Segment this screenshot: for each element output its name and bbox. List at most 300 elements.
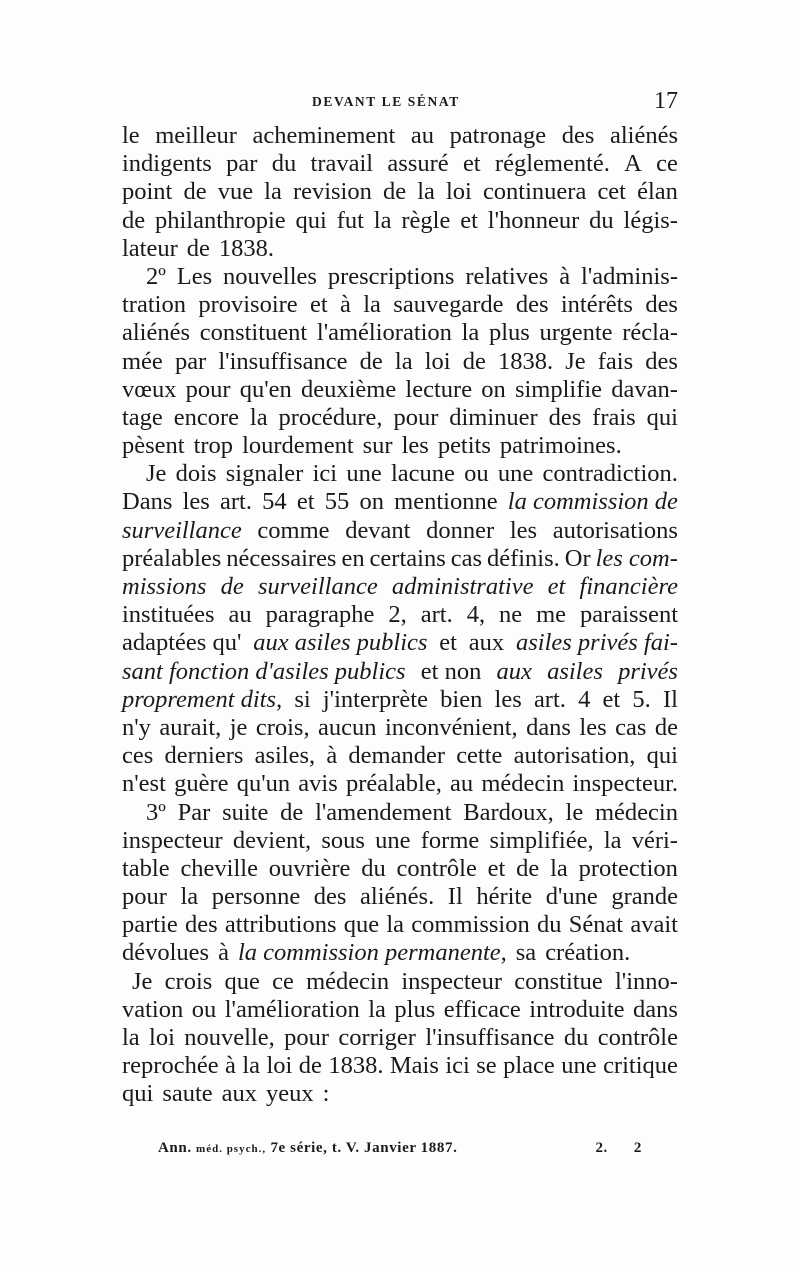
text-line bbox=[122, 1024, 678, 1052]
word: n'y bbox=[122, 713, 151, 741]
word: lacune bbox=[390, 460, 455, 488]
text-line bbox=[122, 291, 678, 319]
word: l'honneur bbox=[487, 206, 580, 234]
word: tration bbox=[122, 291, 186, 319]
word: inspecteur. bbox=[572, 770, 678, 798]
word: récla- bbox=[622, 319, 678, 347]
word: l'insuffisance bbox=[425, 1024, 555, 1051]
text-line bbox=[122, 517, 678, 545]
word: une bbox=[346, 460, 382, 488]
word: et bbox=[310, 291, 328, 319]
word: 1838. bbox=[328, 1052, 384, 1080]
word: des bbox=[561, 122, 595, 149]
text-line bbox=[122, 178, 678, 206]
running-title: DEVANT LE SÉNAT bbox=[312, 94, 460, 109]
word: surveillance bbox=[122, 516, 242, 544]
text-line bbox=[122, 319, 678, 347]
word: intérêts bbox=[560, 291, 633, 319]
word: plus bbox=[394, 995, 436, 1023]
word: préalables bbox=[122, 544, 222, 572]
text-line bbox=[122, 235, 678, 263]
word: constitue bbox=[514, 967, 603, 995]
word: grande bbox=[611, 883, 678, 911]
word: prescriptions bbox=[327, 262, 455, 290]
word: j'interprète bbox=[322, 685, 428, 713]
word: signaler bbox=[225, 460, 304, 488]
word: patronage bbox=[449, 122, 547, 149]
text-line bbox=[122, 404, 678, 432]
word: la bbox=[461, 319, 480, 347]
word: l'amélioration bbox=[316, 319, 452, 347]
text-line bbox=[122, 968, 678, 996]
text-line bbox=[122, 714, 678, 742]
word: au bbox=[228, 601, 252, 629]
word: des bbox=[548, 403, 582, 431]
text-line bbox=[122, 686, 678, 714]
word: la commission permanente, bbox=[237, 939, 507, 967]
word: l'inno- bbox=[614, 967, 678, 995]
word: et bbox=[487, 854, 506, 882]
word: dans bbox=[526, 713, 571, 741]
word: du bbox=[536, 911, 562, 939]
word: qu'un bbox=[236, 770, 291, 798]
word: 4 bbox=[578, 685, 591, 713]
word: donner bbox=[426, 516, 495, 544]
word: aucun bbox=[318, 713, 377, 741]
word: guère bbox=[174, 770, 229, 798]
word: reprochée bbox=[122, 1052, 219, 1080]
text-line bbox=[122, 573, 678, 601]
text-line bbox=[122, 432, 678, 460]
word: certains bbox=[369, 544, 446, 572]
word: la bbox=[249, 403, 268, 431]
text-line bbox=[122, 883, 678, 911]
word: et non bbox=[420, 657, 482, 685]
word: et bbox=[460, 206, 478, 234]
word: aux asiles publics bbox=[253, 629, 428, 657]
word: efficace bbox=[443, 995, 521, 1023]
word: paragraphe bbox=[265, 601, 375, 629]
word: la bbox=[242, 1052, 261, 1080]
word: crois, bbox=[255, 713, 310, 741]
word: du bbox=[361, 854, 386, 882]
word: médecin bbox=[306, 967, 390, 995]
word: en bbox=[341, 544, 365, 572]
word: proprement dits, bbox=[122, 685, 283, 713]
word: élan bbox=[637, 178, 678, 206]
word: 2º bbox=[146, 262, 166, 290]
word: contrôle bbox=[396, 854, 477, 882]
word: adaptées qu' bbox=[122, 629, 242, 657]
word: qui bbox=[646, 403, 678, 431]
word: médecin bbox=[481, 770, 565, 798]
word: critique bbox=[603, 1052, 678, 1080]
word: des bbox=[185, 911, 218, 939]
word: simplifiée, bbox=[489, 826, 594, 854]
text-line bbox=[122, 150, 678, 178]
word: les bbox=[509, 516, 538, 544]
word: véri- bbox=[631, 826, 678, 854]
text-line bbox=[122, 855, 678, 883]
word: avait bbox=[630, 911, 678, 939]
word: constituent bbox=[199, 319, 308, 347]
word: devient, bbox=[232, 826, 312, 854]
word: point bbox=[122, 178, 173, 206]
word: une bbox=[375, 826, 411, 854]
word: inspecteur bbox=[401, 967, 503, 995]
word: diminuer bbox=[449, 403, 538, 431]
word: cas bbox=[450, 544, 482, 572]
word: Dans bbox=[122, 488, 173, 516]
word: trop bbox=[193, 432, 234, 460]
word: se bbox=[476, 1052, 497, 1080]
word: missions bbox=[122, 573, 207, 600]
word: le bbox=[122, 122, 140, 149]
word: surveillance bbox=[257, 573, 378, 600]
word: encore bbox=[173, 403, 239, 431]
word: que bbox=[343, 911, 380, 939]
text-line bbox=[122, 996, 678, 1024]
word: à bbox=[559, 262, 571, 290]
word: nouvelle, bbox=[184, 1024, 275, 1051]
word: légis- bbox=[623, 206, 678, 234]
word: création. bbox=[545, 939, 631, 967]
word: Les bbox=[176, 262, 213, 290]
word: ce bbox=[272, 967, 294, 995]
footer-citation bbox=[158, 1140, 457, 1157]
word: l'amendement bbox=[315, 798, 452, 826]
word: lourdement bbox=[242, 432, 354, 460]
word: 55 bbox=[324, 488, 350, 516]
word: d'une bbox=[545, 883, 598, 911]
word: aux bbox=[221, 1080, 258, 1108]
word: dévolues bbox=[122, 939, 210, 967]
footer-signatures bbox=[595, 1140, 642, 1157]
word: autorisations bbox=[552, 516, 678, 544]
word: qui bbox=[295, 206, 327, 234]
word: fais bbox=[597, 347, 634, 375]
word: de bbox=[298, 1052, 322, 1080]
word: avis bbox=[298, 770, 338, 798]
word: 54 bbox=[262, 488, 287, 516]
word: les com- bbox=[595, 544, 678, 572]
word: assuré bbox=[387, 150, 449, 178]
word: place bbox=[503, 1052, 555, 1080]
word: instituées bbox=[122, 601, 215, 629]
word: deuxième bbox=[300, 375, 397, 403]
word: contrôle bbox=[597, 1024, 678, 1051]
word: mée bbox=[122, 347, 163, 375]
text-line bbox=[122, 742, 678, 770]
word: A bbox=[624, 150, 642, 178]
footer-line bbox=[158, 1140, 642, 1157]
word: du bbox=[589, 206, 614, 234]
word: n'est bbox=[122, 770, 166, 798]
word: la bbox=[386, 911, 405, 939]
word: au bbox=[410, 122, 434, 149]
word: l'amélioration bbox=[224, 995, 360, 1023]
word: crois bbox=[164, 967, 213, 995]
word: si bbox=[294, 685, 311, 713]
word: loi bbox=[149, 1024, 175, 1051]
word: tage bbox=[122, 403, 163, 431]
word: de bbox=[122, 206, 146, 234]
word: Je bbox=[146, 460, 167, 488]
word: ici bbox=[312, 460, 338, 488]
word: asiles privés fai- bbox=[515, 629, 678, 657]
word: dans bbox=[633, 995, 678, 1023]
word: lecture bbox=[405, 375, 473, 403]
word: indigents bbox=[122, 150, 212, 178]
word: administrative bbox=[391, 573, 534, 600]
word: pour bbox=[284, 1024, 330, 1051]
word: qui bbox=[122, 1080, 154, 1108]
word: du bbox=[271, 150, 297, 178]
word: la bbox=[394, 347, 413, 375]
word: Je bbox=[565, 347, 586, 375]
word: lateur bbox=[122, 234, 178, 262]
word: l'adminis- bbox=[581, 262, 678, 290]
word: revision bbox=[292, 178, 372, 206]
word: art. bbox=[420, 601, 453, 629]
word: 1838. bbox=[218, 234, 275, 262]
word: vue bbox=[217, 178, 254, 206]
word: contradiction. bbox=[542, 460, 678, 488]
word: aliénés bbox=[609, 122, 678, 149]
word: des bbox=[645, 347, 678, 375]
word: personne bbox=[211, 883, 301, 911]
word: des bbox=[515, 291, 549, 319]
word: mentionne bbox=[394, 488, 498, 516]
word: suite bbox=[222, 798, 269, 826]
word: pour bbox=[393, 403, 439, 431]
word: de bbox=[382, 178, 407, 206]
word: sauvegarde bbox=[393, 291, 504, 319]
word: asiles, bbox=[254, 742, 316, 770]
word: me bbox=[536, 601, 567, 629]
word: la bbox=[363, 291, 381, 319]
word: 5. bbox=[632, 685, 651, 713]
word: dois bbox=[175, 460, 217, 488]
text-line bbox=[122, 122, 678, 150]
word: une bbox=[561, 1052, 597, 1080]
word: paraissent bbox=[580, 601, 678, 629]
word: loi bbox=[266, 1052, 293, 1080]
word: au bbox=[450, 770, 474, 798]
word: on bbox=[481, 375, 506, 403]
word: Il bbox=[447, 883, 463, 911]
word: derniers bbox=[164, 742, 244, 770]
word: aux bbox=[468, 629, 505, 657]
word: ici bbox=[445, 1052, 470, 1080]
word: vation bbox=[122, 995, 184, 1023]
word: commission bbox=[411, 911, 530, 939]
word: ce bbox=[656, 150, 678, 178]
word: des bbox=[313, 883, 347, 911]
word: urgente bbox=[539, 319, 613, 347]
word: aliénés bbox=[122, 319, 191, 347]
word: ces bbox=[122, 742, 154, 770]
word: frais bbox=[592, 403, 636, 431]
text-line bbox=[122, 827, 678, 855]
word: vœux bbox=[122, 375, 177, 403]
word: qui bbox=[646, 742, 678, 770]
word: art. bbox=[219, 488, 252, 516]
word: les bbox=[579, 713, 607, 741]
word: provisoire bbox=[198, 291, 298, 319]
text-line bbox=[122, 770, 678, 798]
word: asiles bbox=[547, 657, 603, 685]
word: aux bbox=[496, 657, 532, 685]
word: réglementé. bbox=[494, 150, 610, 178]
text-line bbox=[122, 939, 678, 967]
word: règle bbox=[401, 206, 451, 234]
word: préalable, bbox=[345, 770, 442, 798]
word: cette bbox=[456, 742, 503, 770]
word: financière bbox=[579, 573, 678, 600]
word: et bbox=[462, 150, 481, 178]
word: de bbox=[280, 798, 304, 826]
word: loi bbox=[445, 178, 472, 206]
running-head bbox=[122, 88, 678, 118]
word: aurait, bbox=[159, 713, 222, 741]
word: simplifie bbox=[514, 375, 603, 403]
word: continuera bbox=[482, 178, 587, 206]
word: et bbox=[602, 685, 621, 713]
word: Par bbox=[177, 798, 211, 826]
word: cheville bbox=[180, 854, 258, 882]
word: yeux bbox=[266, 1080, 314, 1108]
word: la bbox=[180, 883, 199, 911]
word: Sénat bbox=[568, 911, 624, 939]
word: à bbox=[340, 291, 351, 319]
word: protection bbox=[578, 854, 678, 882]
text-line bbox=[122, 460, 678, 488]
word: je bbox=[229, 713, 248, 741]
word: et bbox=[296, 488, 315, 516]
word: pèsent bbox=[122, 432, 185, 460]
word: : bbox=[322, 1080, 330, 1108]
word: et bbox=[439, 629, 457, 657]
word: 1838. bbox=[497, 347, 554, 375]
word: 2, bbox=[388, 601, 407, 629]
word: Mais bbox=[389, 1052, 439, 1080]
word: la bbox=[603, 826, 622, 854]
word: corriger bbox=[338, 1024, 416, 1051]
word: petits bbox=[437, 432, 491, 460]
text-line bbox=[122, 629, 678, 657]
word: Bardoux, bbox=[463, 798, 554, 826]
signature-mark-2: 2 bbox=[633, 1140, 642, 1156]
word: patrimoines. bbox=[499, 432, 622, 460]
word: à bbox=[225, 1052, 236, 1080]
word: les bbox=[182, 488, 210, 516]
word: sous bbox=[321, 826, 365, 854]
word: qu'en bbox=[239, 375, 292, 403]
word: nouvelles bbox=[223, 262, 317, 290]
text-line bbox=[122, 911, 678, 939]
word: cas bbox=[615, 713, 647, 741]
word: la bbox=[550, 854, 568, 882]
word: par bbox=[174, 347, 207, 375]
word: de bbox=[359, 347, 383, 375]
word: l'insuffisance bbox=[218, 347, 348, 375]
word: la bbox=[122, 1024, 140, 1051]
word: les bbox=[494, 685, 522, 713]
word: davan- bbox=[611, 375, 678, 403]
word: philanthropie bbox=[155, 206, 286, 234]
word: comme bbox=[257, 516, 330, 544]
signature-mark-1: 2. bbox=[595, 1140, 608, 1156]
word: à bbox=[218, 939, 229, 967]
word: autorisation, bbox=[513, 742, 636, 770]
word: art. bbox=[533, 685, 566, 713]
word: par bbox=[226, 150, 258, 178]
word: la bbox=[373, 206, 392, 234]
text-line bbox=[122, 376, 678, 404]
word: ne bbox=[499, 601, 523, 629]
text-line bbox=[122, 545, 678, 573]
word: définis. bbox=[486, 544, 560, 572]
word: privés bbox=[618, 657, 678, 685]
word: sa bbox=[515, 939, 537, 967]
word: fut bbox=[336, 206, 364, 234]
word: à bbox=[326, 742, 338, 770]
word: loi bbox=[424, 347, 451, 375]
text-line bbox=[122, 207, 678, 235]
word: sur bbox=[362, 432, 393, 460]
word: 4, bbox=[466, 601, 486, 629]
text-line bbox=[122, 263, 678, 291]
word: meilleur bbox=[155, 122, 237, 149]
word: une bbox=[497, 460, 534, 488]
word: de bbox=[220, 573, 244, 600]
word: Je bbox=[132, 967, 153, 995]
word: de bbox=[183, 178, 207, 206]
word: ouvrière bbox=[268, 854, 351, 882]
word: forme bbox=[420, 826, 480, 854]
text-line bbox=[122, 601, 678, 629]
word: la bbox=[264, 178, 282, 206]
word: médecin bbox=[594, 798, 678, 826]
word: les bbox=[401, 432, 429, 460]
word: la bbox=[417, 178, 435, 206]
word: attributions bbox=[224, 911, 337, 939]
word: aliénés. bbox=[360, 883, 435, 911]
footer-journal-abbr-2: méd. psych., bbox=[196, 1143, 267, 1155]
word: plus bbox=[488, 319, 530, 347]
word: de bbox=[654, 713, 678, 741]
word: table bbox=[122, 854, 170, 882]
word: on bbox=[359, 488, 384, 516]
word: travail bbox=[310, 150, 374, 178]
word: introduite bbox=[529, 995, 625, 1023]
footer-journal-abbr-1: Ann. bbox=[158, 1140, 192, 1156]
word: de bbox=[462, 347, 486, 375]
word: nécessaires bbox=[226, 544, 337, 572]
text-line bbox=[122, 1080, 678, 1108]
word: du bbox=[563, 1024, 589, 1051]
footer-series: 7e série, t. V. Janvier 1887. bbox=[270, 1140, 458, 1156]
word: la commission de bbox=[507, 488, 678, 516]
page-number: 17 bbox=[654, 88, 678, 114]
word: demander bbox=[348, 742, 445, 770]
body-text bbox=[122, 122, 678, 1109]
text-line bbox=[122, 348, 678, 376]
word: saute bbox=[162, 1080, 213, 1108]
word: relatives bbox=[465, 262, 549, 290]
word: la bbox=[368, 995, 386, 1023]
